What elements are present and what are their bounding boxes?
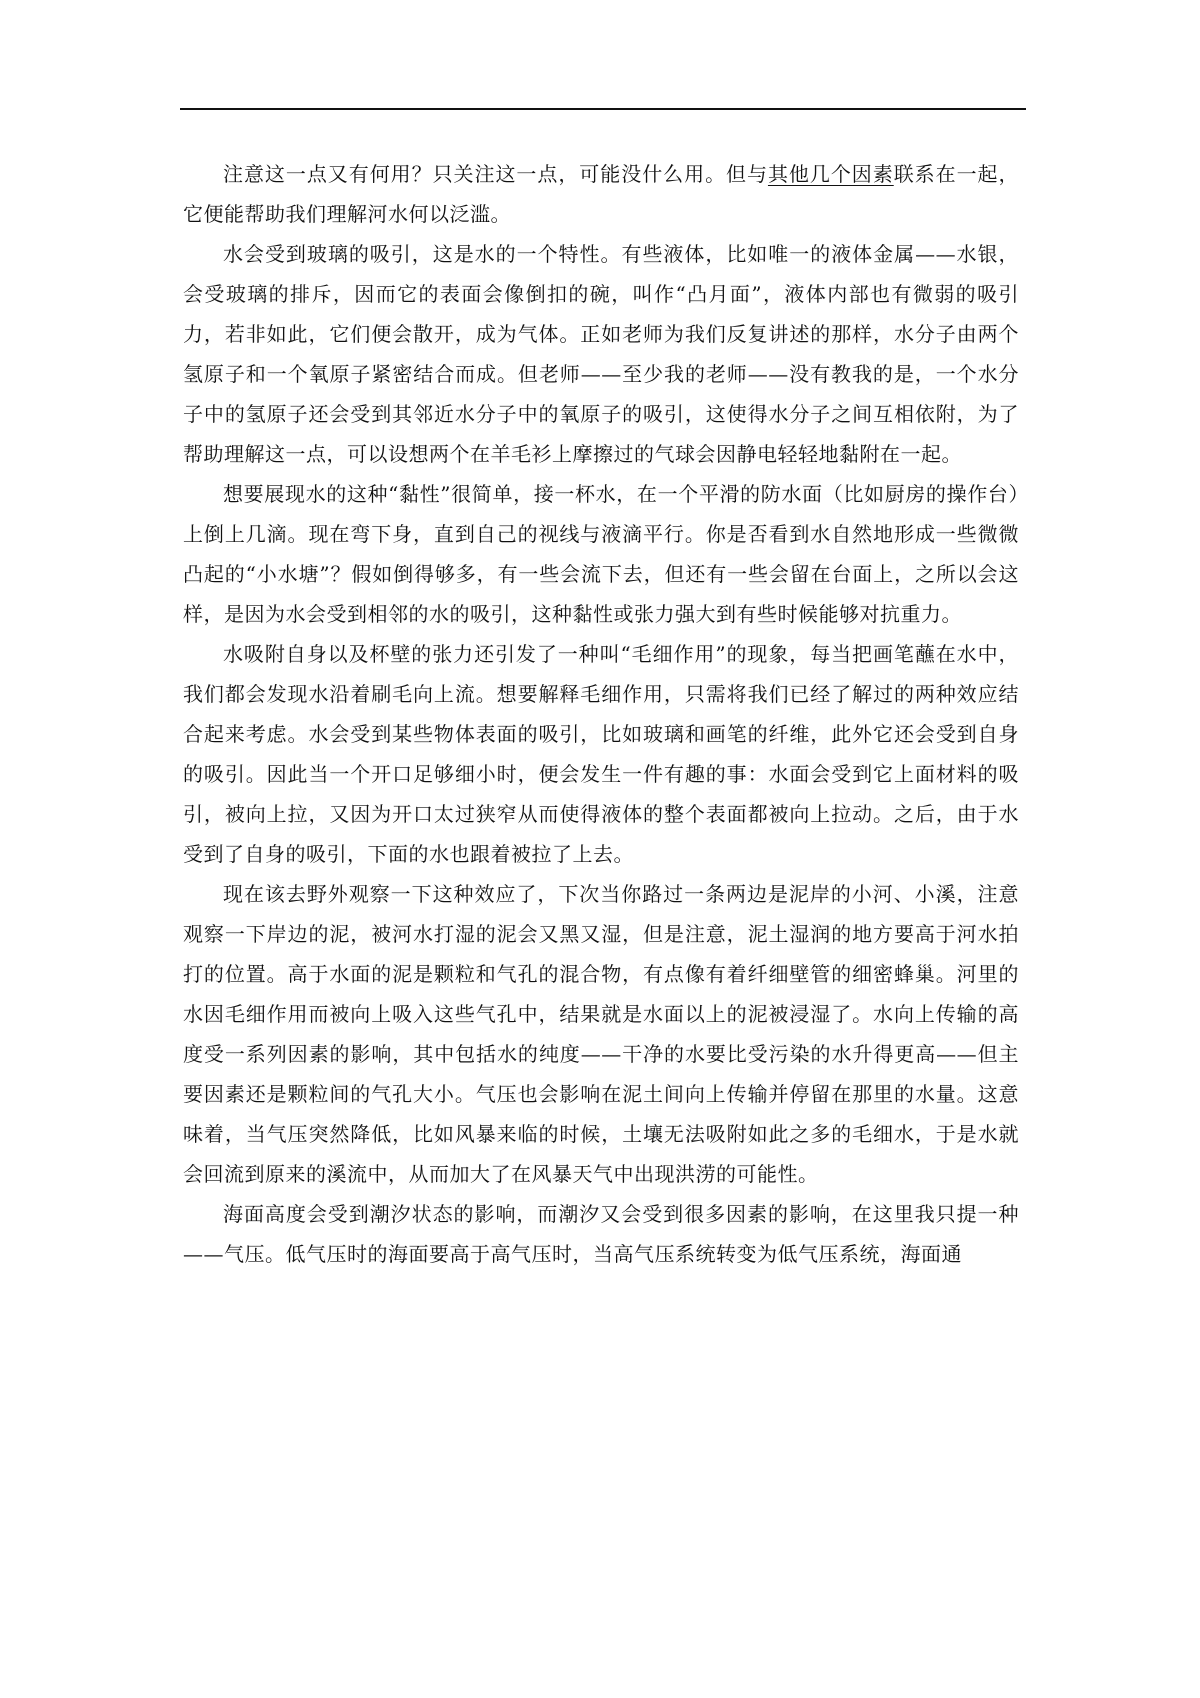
- underlined-phrase: 其他几个因素: [767, 162, 894, 186]
- paragraph-1-after: 联系在一起，它便能帮助我们理解河水何以泛滥。: [183, 162, 1020, 226]
- paragraph-4: 水吸附自身以及杯壁的张力还引发了一种叫“毛细作用”的现象，每当把画笔蘸在水中，我们都会发现水沿着刷毛向上流。想要解释毛细作用，只需将我们已经了解过的两种效应结合起来考虑。水会受到某些物体表面的吸引，比如玻璃和画笔的纤维，此外它还会受到自身的吸引。因此当一个开口足够细小时，便会发生一件有趣的事：水面会受到它上面材料的吸引，被向上拉，又因为开口太过狭窄从而使得液体的整个表面都被向上拉动。之后，由于水受到了自身的吸引，下面的水也跟着被拉了上去。: [183, 642, 1019, 866]
- paragraph-6: 海面高度会受到潮汐状态的影响，而潮汐又会受到很多因素的影响，在这里我只提一种——气压。低气压时的海面要高于高气压时，当高气压系统转变为低气压系统，海面通: [183, 1202, 1019, 1266]
- article-body: [183, 154, 1019, 1274]
- header-rule: [180, 108, 1026, 110]
- paragraph-2: 水会受到玻璃的吸引，这是水的一个特性。有些液体，比如唯一的液体金属——水银，会受玻璃的排斥，因而它的表面会像倒扣的碗，叫作“凸月面”，液体内部也有微弱的吸引力，若非如此，它们便会散开，成为气体。正如老师为我们反复讲述的那样，水分子由两个氢原子和一个氧原子紧密结合而成。但老师——至少我的老师——没有教我的是，一个水分子中的氢原子还会受到其邻近水分子中的氧原子的吸引，这使得水分子之间互相依附，为了帮助理解这一点，可以设想两个在羊毛衫上摩擦过的气球会因静电轻轻地黏附在一起。: [183, 242, 1019, 466]
- paragraph-1: [183, 154, 1019, 234]
- paragraph-5: 现在该去野外观察一下这种效应了，下次当你路过一条两边是泥岸的小河、小溪，注意观察一下岸边的泥，被河水打湿的泥会又黑又湿，但是注意，泥土湿润的地方要高于河水拍打的位置。高于水面的泥是颗粒和气孔的混合物，有点像有着纤细壁管的细密蜂巢。河里的水因毛细作用而被向上吸入这些气孔中，结果就是水面以上的泥被浸湿了。水向上传输的高度受一系列因素的影响，其中包括水的纯度——干净的水要比受污染的水升得更高——但主要因素还是颗粒间的气孔大小。气压也会影响在泥土间向上传输并停留在那里的水量。这意味着，当气压突然降低，比如风暴来临的时候，土壤无法吸附如此之多的毛细水，于是水就会回流到原来的溪流中，从而加大了在风暴天气中出现洪涝的可能性。: [183, 882, 1019, 1186]
- paragraph-3: 想要展现水的这种“黏性”很简单，接一杯水，在一个平滑的防水面（比如厨房的操作台）上倒上几滴。现在弯下身，直到自己的视线与液滴平行。你是否看到水自然地形成一些微微凸起的“小水塘”？假如倒得够多，有一些会流下去，但还有一些会留在台面上，之所以会这样，是因为水会受到相邻的水的吸引，这种黏性或张力强大到有些时候能够对抗重力。: [183, 482, 1019, 626]
- paragraph-1-before: 注意这一点又有何用？只关注这一点，可能没什么用。但与: [223, 162, 768, 186]
